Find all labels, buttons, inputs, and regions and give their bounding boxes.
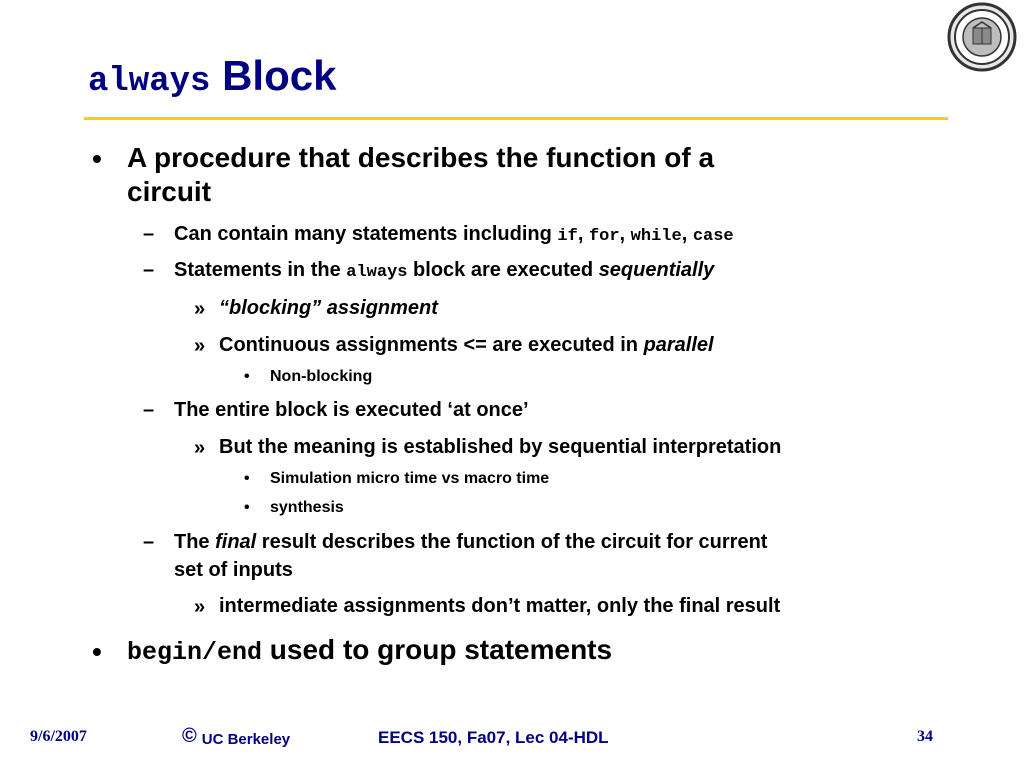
bullet-procedure-cont: circuit	[127, 176, 212, 207]
dash-marker: –	[143, 259, 155, 281]
text-span: block are executed	[407, 259, 599, 281]
em-sequentially: sequentially	[598, 259, 715, 281]
sub-non-blocking: Non-blocking	[270, 368, 373, 385]
slide-title	[88, 50, 336, 108]
em-blocking: “blocking” assignment	[219, 297, 438, 319]
raquo-marker: »	[194, 335, 206, 357]
text-span: Statements in the	[174, 259, 347, 281]
code-for: for	[588, 227, 620, 246]
dot-marker: •	[244, 470, 250, 487]
footer-copyright	[182, 725, 290, 748]
text-span: The	[174, 531, 216, 553]
sub-sequential-interpretation: But the meaning is established by sequential interpretation	[219, 436, 782, 458]
raquo-marker: »	[194, 596, 206, 618]
code-if: if	[557, 227, 578, 246]
sub-continuous-parallel	[219, 334, 714, 357]
sep: ,	[681, 223, 693, 245]
code-while: while	[630, 227, 682, 246]
dot-marker: •	[244, 499, 250, 516]
sub-intermediate-assignments: intermediate assignments don’t matter, only the final result	[219, 595, 781, 617]
dot-marker: •	[244, 368, 250, 385]
sub-at-once: The entire block is executed ‘at once’	[174, 399, 529, 421]
copyright-symbol: ©	[182, 725, 197, 747]
text-span: Continuous assignments <= are executed in	[219, 334, 644, 356]
dash-marker: –	[143, 223, 155, 245]
title-code: always	[88, 63, 211, 101]
code-case: case	[692, 227, 734, 246]
footer-org: UC Berkeley	[201, 731, 291, 748]
uc-seal-icon	[946, 2, 1018, 72]
footer-course: EECS 150, Fa07, Lec 04-HDL	[378, 728, 609, 747]
code-begin-end: begin/end	[127, 638, 263, 667]
sub-statements-included	[174, 223, 734, 246]
dash-marker: –	[143, 399, 155, 421]
code-always: always	[346, 263, 408, 282]
sub-blocking-assignment	[219, 297, 438, 320]
footer-page-number: 34	[917, 728, 933, 745]
sep: ,	[577, 223, 589, 245]
sep: ,	[619, 223, 631, 245]
sub-final-result	[174, 531, 767, 554]
sub-sequential	[174, 259, 714, 282]
em-parallel: parallel	[643, 334, 714, 356]
bullet-procedure: A procedure that describes the function of a	[127, 142, 715, 173]
footer-date: 9/6/2007	[30, 728, 87, 745]
bullet-marker: •	[92, 636, 102, 667]
dash-marker: –	[143, 531, 155, 553]
bullet-marker: •	[92, 143, 102, 174]
sub-synthesis: synthesis	[270, 499, 344, 516]
text-span: Can contain many statements including	[174, 223, 558, 245]
bullet-begin-end	[127, 634, 612, 667]
sub-final-result-cont: set of inputs	[174, 559, 293, 581]
raquo-marker: »	[194, 298, 206, 320]
title-text: Block	[210, 52, 337, 99]
text-span: result describes the function of the circuit for current	[256, 531, 768, 553]
raquo-marker: »	[194, 437, 206, 459]
title-rule	[84, 117, 948, 120]
text-span: used to group statements	[262, 634, 613, 665]
sub-micro-macro-time: Simulation micro time vs macro time	[270, 470, 550, 487]
em-final: final	[215, 531, 257, 553]
